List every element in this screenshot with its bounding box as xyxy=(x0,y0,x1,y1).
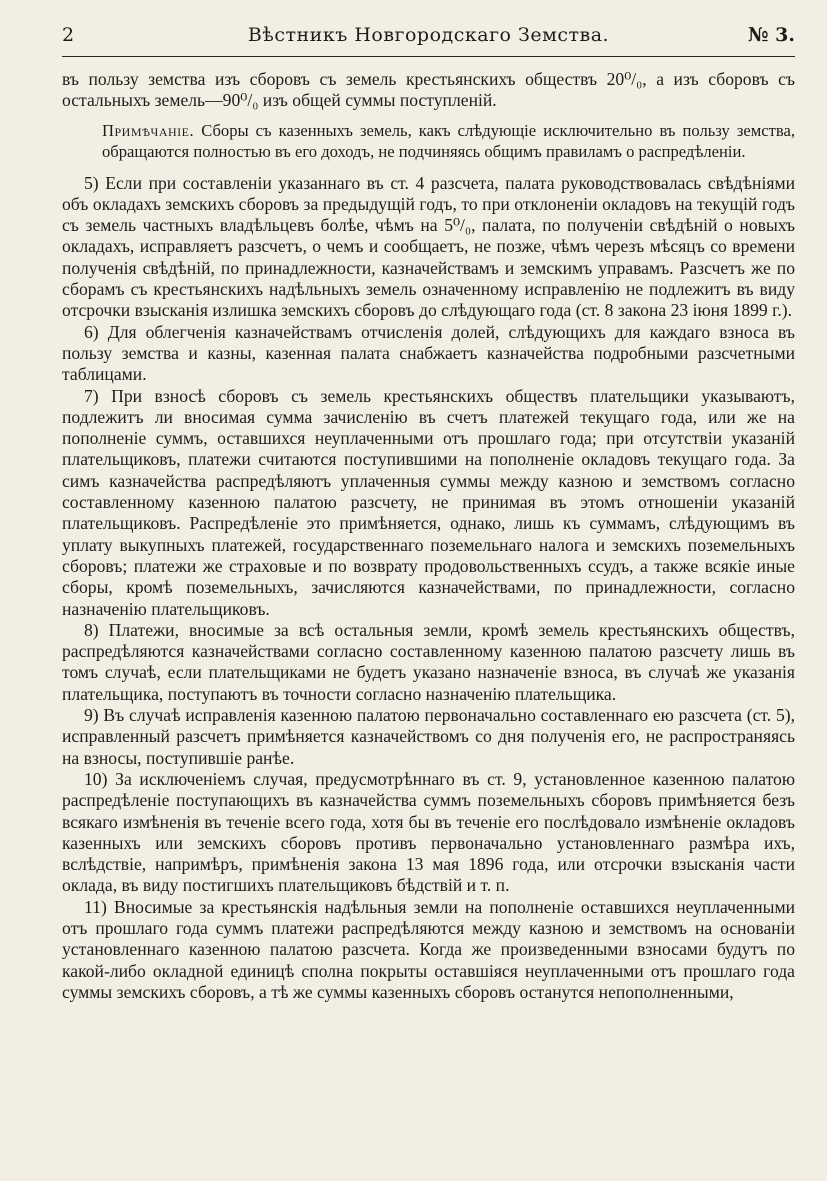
journal-title: Вѣстникъ Новгородскаго Земства. xyxy=(247,24,610,46)
paragraph-8: 8) Платежи, вносимые за всѣ остальныя земли, кромѣ земель крестьянскихъ обществъ, распредѣляются казначействами согласно составленному казенною палатою разсчету лишь въ томъ случаѣ, если плательщиками не будетъ указано назначеніе взноса, въ случаѣ же указанія плательщика, поступаютъ въ точности согласно назначенію плательщика. xyxy=(62,619,795,704)
intro-paragraph: въ пользу земства изъ сборовъ съ земель крестьянскихъ обществъ 20⁰/₀, а изъ сборовъ съ остальныхъ земель—90⁰/₀ изъ общей суммы поступленій. xyxy=(62,69,795,111)
paragraph-5: 5) Если при составленіи указаннаго въ ст. 4 разсчета, палата руководствовалась свѣдѣніями объ окладахъ земскихъ сборовъ за предыдущій годъ, то при отклоненіи окладовъ на текущій годъ съ земель частныхъ владѣльцевъ болѣе, чѣмъ на 5⁰/₀, палата, по полученіи свѣдѣній о новыхъ окладахъ, исправляетъ разсчетъ, о чемъ и сообщаетъ, не позже, чѣмъ черезъ мѣсяцъ со времени полученія свѣдѣній, по принадлежности, казначействамъ и земскимъ управамъ. Разсчетъ же по сборамъ съ крестьянскихъ надѣльныхъ земель означенному исправленію не подлежитъ въ виду отсрочки взысканія излишка земскихъ сборовъ до слѣдующаго года (ст. 8 закона 23 іюня 1899 г.). xyxy=(62,172,795,321)
paragraph-9: 9) Въ случаѣ исправленія казенною палатою первоначально составленнаго ею разсчета (ст. 5), исправленный разсчетъ примѣняется казначействомъ со дня полученія его, не распространяясь на взносы, поступившіе ранѣе. xyxy=(62,705,795,768)
issue-number: № 3. xyxy=(747,24,795,46)
header-rule xyxy=(62,56,795,57)
note-label: Примѣчаніе. xyxy=(102,120,195,140)
paragraph-11: 11) Вносимые за крестьянскія надѣльныя земли на пополненіе оставшихся неуплаченными отъ прошлаго года суммъ платежи распредѣляются между казною и земствомъ на основаніи установленнаго казенною палатою разсчета. Когда же произведенными взносами будутъ по какой-либо окладной единицѣ сполна покрыты оставшіяся неуплаченными отъ прошлаго года суммы земскихъ сборовъ, а тѣ же суммы казенныхъ сборовъ останутся непополненными, xyxy=(62,896,795,1002)
paragraph-7: 7) При взносѣ сборовъ съ земель крестьянскихъ обществъ плательщики указываютъ, подлежитъ ли вносимая сумма зачисленію въ счетъ платежей текущаго года, или же на пополненіе суммъ, оставшихся неуплаченными отъ прошлаго года; при отсутствіи указаній плательщиковъ, платежи считаются поступившими на пополненіе окладовъ текущаго года. За симъ казначейства распредѣляютъ уплаченныя суммы между казною и земствомъ согласно составленному казенною палатою разсчету, не принимая въ этомъ отношеніи указаній плательщиковъ. Распредѣленіе это примѣняется, однако, лишь къ суммамъ, слѣдующимъ въ уплату выкупныхъ платежей, государственнаго поземельнаго налога и земскихъ поземельныхъ сборовъ; платежи же страховые и по возврату продовольственныхъ ссудъ, а также всякіе иные сборы, кромѣ поземельныхъ, зачисляются казначействами, по принадлежности, согласно назначенію плательщиковъ. xyxy=(62,385,795,619)
running-header xyxy=(62,18,795,52)
journal-page xyxy=(62,18,795,1003)
paragraph-6: 6) Для облегченія казначействамъ отчисленія долей, слѣдующихъ для каждаго взноса въ пользу земства и казны, казенная палата снабжаетъ казначейства подробными разсчетными таблицами. xyxy=(62,321,795,385)
note-text: Сборы съ казенныхъ земель, какъ слѣдующіе исключительно въ пользу земства, обращаются полностью въ его доходъ, не подчиняясь общимъ правиламъ о распредѣленіи. xyxy=(102,120,795,162)
article-body xyxy=(62,69,795,1003)
page-number: 2 xyxy=(62,24,75,46)
paragraph-10: 10) За исключеніемъ случая, предусмотрѣннаго въ ст. 9, установленное казенною палатою распредѣленіе поступающихъ въ казначейства суммъ поземельныхъ сборовъ примѣняется безъ всякаго измѣненія въ теченіе всего года, хотя бы въ теченіе его послѣдовало измѣненіе окладовъ казенныхъ или земскихъ сборовъ противъ первоначально установленнаго размѣра ихъ, вслѣдствіе, напримѣръ, примѣненія закона 13 мая 1896 года, или отсрочки взысканія части оклада, въ виду постигшихъ плательщиковъ бѣдствій и т. п. xyxy=(62,768,795,896)
note-block xyxy=(62,120,795,163)
